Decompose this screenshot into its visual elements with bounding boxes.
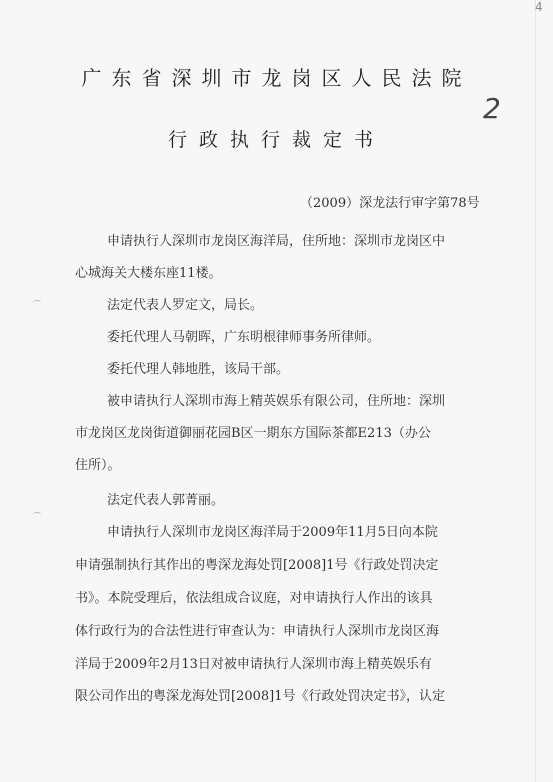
body-line: 市龙岗区龙岗街道御丽花园B区一期东方国际茶都E213（办公 bbox=[75, 426, 431, 441]
corner-mark: 4 bbox=[535, 0, 543, 14]
body-line: 体行政行为的合法性进行审查认为：申请执行人深圳市龙岗区海 bbox=[75, 624, 440, 639]
document-title: 行政执行裁定书 bbox=[167, 129, 385, 151]
body-line: 洋局于2009年2月13日对被申请执行人深圳市海上精英娱乐有 bbox=[75, 657, 432, 672]
body-line: 法定代表人罗定文，局长。 bbox=[107, 298, 264, 313]
page-edge bbox=[535, 0, 536, 782]
body-line: 法定代表人郭菁丽。 bbox=[107, 493, 225, 508]
body-line: 限公司作出的粤深龙海处罚[2008]1号《行政处罚决定书》，认定 bbox=[75, 689, 445, 704]
case-number: （2009）深龙法行审字第78号 bbox=[300, 196, 480, 211]
body-line: 委托代理人马朝晖，广东明根律师事务所律师。 bbox=[107, 330, 381, 345]
court-title: 广东省深圳市龙岗区人民法院 bbox=[81, 66, 472, 90]
body-line: 申请执行人深圳市龙岗区海洋局，住所地：深圳市龙岗区中 bbox=[107, 234, 446, 249]
body-line: 委托代理人韩地胜，该局干部。 bbox=[107, 362, 290, 377]
body-line: 住所）。 bbox=[75, 458, 121, 473]
body-line: 心城海关大楼东座11楼。 bbox=[75, 266, 222, 281]
handwritten-page-number: 2 bbox=[483, 92, 501, 125]
body-line: 书》。本院受理后，依法组成合议庭，对申请执行人作出的该具 bbox=[75, 591, 433, 606]
body-line: 申请强制执行其作出的粤深龙海处罚[2008]1号《行政处罚决定 bbox=[75, 558, 439, 573]
binding-mark bbox=[33, 512, 41, 517]
binding-mark bbox=[33, 300, 41, 305]
body-line: 被申请执行人深圳市海上精英娱乐有限公司，住所地：深圳 bbox=[107, 394, 446, 409]
body-line: 申请执行人深圳市龙岗区海洋局于2009年11月5日向本院 bbox=[107, 525, 438, 540]
